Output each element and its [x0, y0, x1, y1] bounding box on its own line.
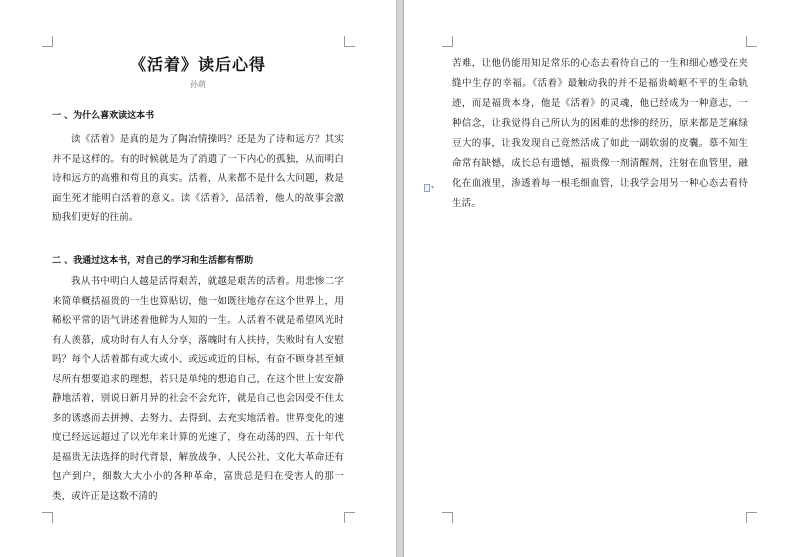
corner-mark-bottom-left — [442, 512, 453, 523]
section-heading-2: 二 、我通过这本书，对自己的学习和生活都有帮助 — [52, 256, 254, 266]
section-paragraph-1: 读《活着》是真的是为了陶冶情操吗？还是为了诗和远方？其实并不是这样的。有的时候就是为了消遣了一下内心的孤独，从而明白诗和远方的高雅和苟且的真实。活着，从来都不是什么大问题，救是面生死才能明白活着的意义。读《活着》，品活着，他人的故事会激励我们更好的往前。 — [52, 134, 344, 223]
paragraph-layout-icon[interactable] — [424, 183, 438, 193]
document-title: 《活着》读后心得 — [129, 55, 266, 74]
corner-mark-bottom-left — [42, 512, 53, 523]
corner-mark-top-right — [344, 36, 355, 47]
document-page-left — [0, 0, 396, 557]
section-paragraph-2: 我从书中明白人越是活得艰苦，就越是艰苦的活着。用悲惨二字来简单概括福贵的一生也算贴切，他一如既往地存在这个世界上，用稀松平常的语气讲述着他鲜为人知的一生。人活着不就是希望风光时有人羡慕，成功时有人有人分享，落魄时有人扶持，失败时有人安慰吗？每个人活着都有或大或小、或远或近的目标，有奋不顾身甚至倾尽所有想要追求的理想，若只是单纯的想追自己，在这个世上安安静静地活着，别说日新月异的社会不会允许，就是自己也会因受不住太多的诱惑而去拼搏、去努力、去得到、去充实地活着。世界变化的速度已经远远超过了以光年来计算的光速了，身在动荡的四、五十年代是福贵无法选择的时代背景，解放战争、人民公社、文化大革命还有包产到户，细数大大小小的各种革命，富贵总是归在受害人的那一类，或许正是这数不清的 — [52, 276, 344, 502]
corner-mark-bottom-right — [344, 512, 355, 523]
corner-mark-bottom-right — [746, 512, 757, 523]
corner-mark-top-left — [42, 36, 53, 47]
page-gutter — [396, 0, 404, 557]
corner-mark-top-left — [442, 36, 453, 47]
continuation-paragraph: 苦难，让他仍能用知足常乐的心态去看待自己的一生和细心感受在夹缝中生存的幸福。《活着》最触动我的并不是福贵崎岖不平的生命轨迹，而是福贵本身，他是《活着》的灵魂，他已经成为一种意志，一种信念，让我觉得自己所认为的困难的悲惨的经历，原来都是芝麻绿豆大的事，让我发现自己竟然活成了如此一副软弱的皮囊。慕不知生命常有缺憾，成长总有遗憾，福贵像一剂清醒剂，注射在血管里，融化在血液里，渗透着每一根毛细血管，让我学会用另一种心态去看待生活。 — [452, 58, 748, 209]
document-author: 孙萌 — [190, 80, 206, 89]
document-icon — [424, 184, 430, 192]
section-heading-1: 一 、为什么喜欢读这本书 — [52, 111, 155, 121]
corner-mark-top-right — [746, 36, 757, 47]
chevron-down-icon: ▾ — [431, 184, 435, 191]
